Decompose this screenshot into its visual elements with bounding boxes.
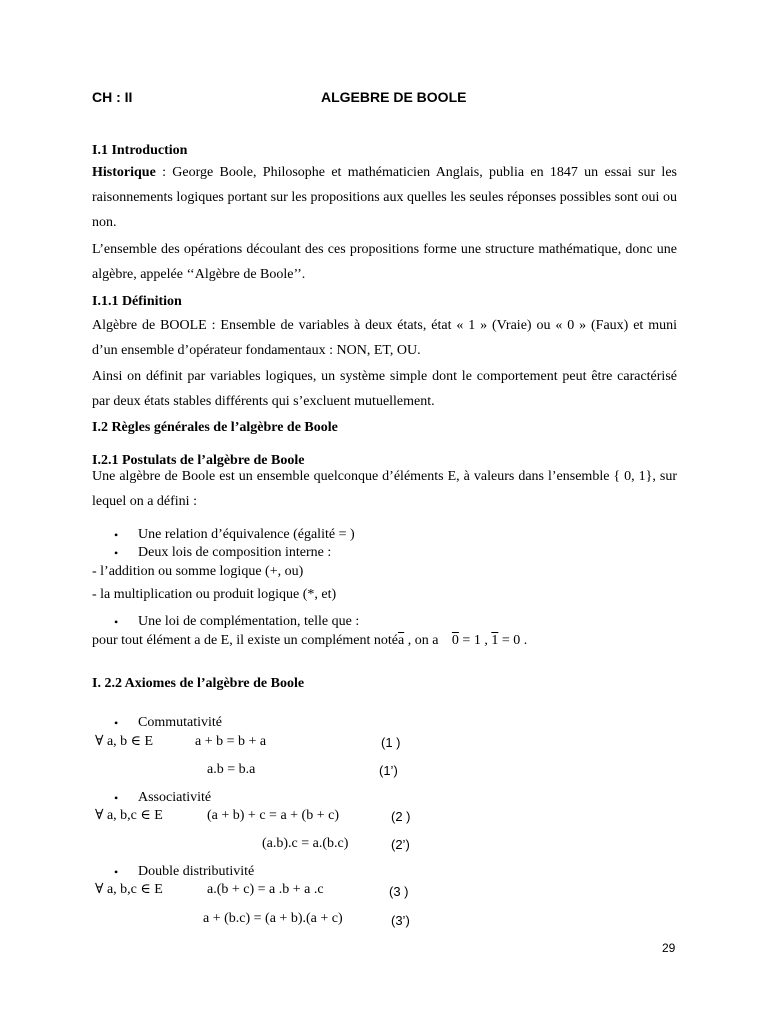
axiom-distributivite-label: Double distributivité bbox=[138, 864, 255, 879]
historique-text: : George Boole, Philosophe et mathématicien Anglais, publia en 1847 un essai sur les raisonnements logiques portant sur les propositions aux quelles les seules réponses possibles sont oui ou non. bbox=[92, 165, 677, 230]
axiom-number-3-prime: (3’) bbox=[391, 913, 410, 928]
axiom-distributivite-eq2: a + (b.c) = (a + b).(a + c) bbox=[203, 911, 343, 926]
axiom-number-1: (1 ) bbox=[381, 735, 401, 750]
axiom-associativite-eq1: (a + b) + c = a + (b + c) bbox=[207, 808, 339, 823]
complement-zero: 0 bbox=[451, 633, 459, 648]
bullet-relation: Une relation d’équivalence (égalité = ) bbox=[138, 527, 355, 542]
axiom-commutativite-forall: ∀ a, b ∈ E bbox=[95, 734, 154, 749]
page-number: 29 bbox=[662, 941, 676, 955]
complement-eq1: = 1 , bbox=[458, 633, 492, 648]
complement-prefix: pour tout élément a de E, il existe un complément noté bbox=[92, 633, 398, 648]
section-heading-introduction: I.1 Introduction bbox=[92, 143, 188, 158]
axiom-commutativite-eq2: a.b = b.a bbox=[207, 762, 256, 777]
axiom-distributivite-eq1: a.(b + c) = a .b + a .c bbox=[207, 882, 324, 897]
axiom-number-3: (3 ) bbox=[389, 884, 409, 899]
bullet-lois: Deux lois de composition interne : bbox=[138, 545, 332, 560]
historique-label: Historique bbox=[92, 165, 156, 180]
dash-addition: - l’addition ou somme logique (+, ou) bbox=[92, 564, 304, 579]
axiom-number-2: (2 ) bbox=[391, 809, 411, 824]
section-heading-axiomes: I. 2.2 Axiomes de l’algèbre de Boole bbox=[92, 676, 305, 691]
axiom-commutativite-label: Commutativité bbox=[138, 715, 222, 730]
chapter-title: ALGEBRE DE BOOLE bbox=[321, 89, 467, 105]
axiom-associativite-forall: ∀ a, b,c ∈ E bbox=[95, 808, 163, 823]
paragraph-operations: L’ensemble des opérations découlant des ces propositions forme une structure mathématique, donc une algèbre, appelée ‘‘Algèbre de Boole’’. bbox=[92, 242, 677, 282]
chapter-label: CH : II bbox=[92, 89, 133, 105]
complement-mid: , on a bbox=[404, 633, 442, 648]
complement-var: $\overline{a}$ bbox=[397, 633, 405, 648]
bullet-icon: • bbox=[114, 716, 119, 730]
section-heading-definition: I.1.1 Définition bbox=[92, 294, 182, 309]
axiom-commutativite-eq1: a + b = b + a bbox=[195, 734, 267, 749]
bullet-icon: • bbox=[114, 865, 119, 879]
section-heading-regles: I.2 Règles générales de l’algèbre de Boole bbox=[92, 420, 338, 435]
complement-one: 1 bbox=[491, 633, 499, 648]
bullet-complementation: Une loi de complémentation, telle que : bbox=[138, 614, 360, 629]
axiom-number-2-prime: (2’) bbox=[391, 837, 410, 852]
section-heading-postulats: I.2.1 Postulats de l’algèbre de Boole bbox=[92, 453, 305, 468]
axiom-number-1-prime: (1’) bbox=[379, 763, 398, 778]
bullet-icon: • bbox=[114, 546, 119, 560]
complement-line bbox=[92, 633, 527, 649]
dash-multiplication: - la multiplication ou produit logique (*, et) bbox=[92, 587, 337, 602]
axiom-distributivite-forall: ∀ a, b,c ∈ E bbox=[95, 882, 163, 897]
paragraph-definition: Algèbre de BOOLE : Ensemble de variables à deux états, état « 1 » (Vraie) ou « 0 » (Faux) et muni d’un ensemble d’opérateur fondamentaux : NON, ET, OU. bbox=[92, 318, 677, 358]
bullet-icon: • bbox=[114, 791, 119, 805]
paragraph-variables: Ainsi on définit par variables logiques, un système simple dont le comportement peut être caractérisé par deux états stables différents qui s’excluent mutuellement. bbox=[92, 369, 677, 409]
complement-eq2: = 0 . bbox=[498, 633, 528, 648]
paragraph-historique bbox=[92, 160, 677, 235]
axiom-associativite-eq2: (a.b).c = a.(b.c) bbox=[262, 836, 349, 851]
axiom-associativite-label: Associativité bbox=[138, 790, 212, 805]
bullet-icon: • bbox=[114, 615, 119, 629]
paragraph-postulats: Une algèbre de Boole est un ensemble quelconque d’éléments E, à valeurs dans l’ensemble { 0, 1}, sur lequel on a défini : bbox=[92, 469, 677, 509]
bullet-icon: • bbox=[114, 528, 119, 542]
